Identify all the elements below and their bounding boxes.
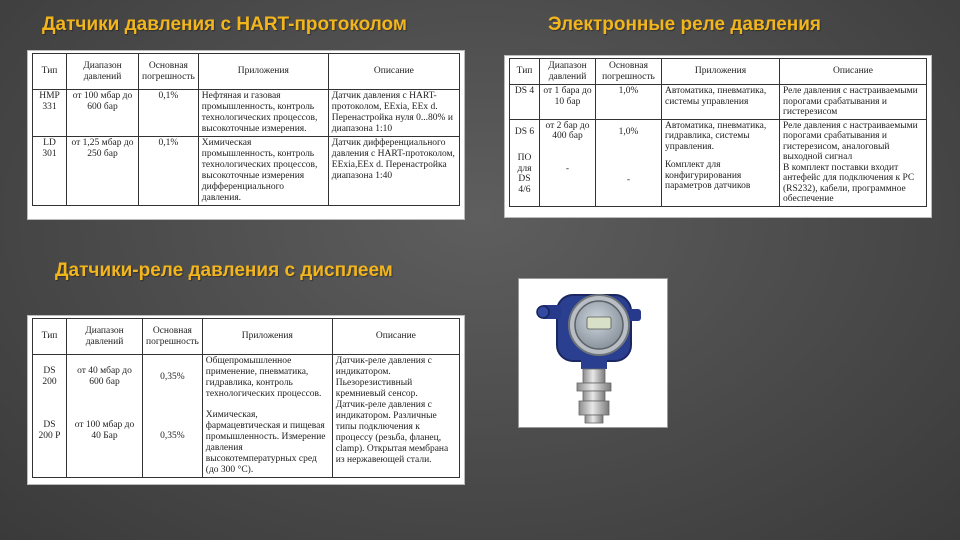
cell-error <box>596 119 662 206</box>
cell-app-main: Автоматика, пневматика, гидравлика, системы управления. <box>665 120 767 152</box>
cell-desc <box>780 119 927 206</box>
heading-electronic-relays: Электронные реле давления <box>548 14 822 35</box>
cell-desc: Реле давления с настраиваемыми порогами срабатывания и гистерезисом <box>780 85 927 120</box>
cell-type: LD 301 <box>33 137 67 206</box>
cell-type: HMP 331 <box>33 90 67 137</box>
col-header-app: Приложения <box>198 54 328 90</box>
display-table-panel <box>27 315 465 485</box>
cell-range-b: от 100 мбар до 40 Бар <box>74 420 135 441</box>
cell-range: от 100 мбар до 600 бар <box>67 90 139 137</box>
cell-desc <box>332 355 459 478</box>
hart-table-panel <box>27 50 465 220</box>
col-header-desc: Описание <box>328 54 459 90</box>
cell-app-sub: Комплект для конфигурирования параметров датчиков <box>665 160 751 191</box>
col-header-error: Основная погрешность <box>596 59 662 85</box>
table-row <box>33 137 460 206</box>
col-header-range: Диапазон давлений <box>540 59 596 85</box>
table-row <box>510 119 927 206</box>
cell-error-main: 1,0% <box>618 126 639 137</box>
pressure-transmitter-image <box>518 278 668 428</box>
cell-desc-a: Датчик-реле давления с индикатором. Пьезорезистивный кремниевый сенсор. <box>335 356 432 399</box>
cell-range-a: от 40 мбар до 600 бар <box>77 366 132 387</box>
cell-type <box>33 355 67 478</box>
cell-type-sub: ПО для DS 4/6 <box>517 153 532 195</box>
cell-app <box>662 119 780 206</box>
cell-range: от 1 бара до 10 бар <box>540 85 596 120</box>
cell-app-b: Химическая, фармацевтическая и пищевая промышленность. Измерение давления высокотемпературных сред (до 300 °С). <box>205 410 326 475</box>
cell-app-a: Общепромышленное применение, пневматика, гидравлика, контроль технологических процессов. <box>205 356 322 399</box>
col-header-range: Диапазон давлений <box>67 319 143 355</box>
cell-type: DS 4 <box>510 85 540 120</box>
cell-error: 1,0% <box>596 85 662 120</box>
cell-type-main: DS 6 <box>514 126 535 137</box>
cell-app: Химическая промышленность, контроль технологических процессов, высокоточные измерения дифференциального давления. <box>198 137 328 206</box>
cell-error-sub: - <box>626 175 631 185</box>
col-header-type: Тип <box>510 59 540 85</box>
pressure-transmitter-icon <box>519 279 667 427</box>
cell-desc: Датчик дифференциального давления с HART-протоколом, EExia,EEx d. Перенастройка диапазона 1:40 <box>328 137 459 206</box>
table-header-row <box>510 59 927 85</box>
cell-desc: Датчик давления с HART-протоколом, EExia, EEx d. Перенастройка нуля 0...80% и диапазона 1:10 <box>328 90 459 137</box>
cell-range <box>67 355 143 478</box>
col-header-type: Тип <box>33 54 67 90</box>
cell-range-main: от 2 бар до 400 бар <box>545 120 590 141</box>
cell-type-a: DS 200 <box>42 366 57 387</box>
heading-hart-sensors: Датчики давления с HART-протоколом <box>42 14 407 35</box>
cell-range-sub: - <box>565 163 570 174</box>
display-spec-table <box>32 318 460 478</box>
cell-desc-b: Датчик-реле давления с индикатором. Различные типы подключения к процессу (резьба, фланец, clamp). Открытая мембрана из нержавеющей стали. <box>335 400 449 465</box>
cell-app: Нефтяная и газовая промышленность, контроль технологических процессов, высокоточные измерения. <box>198 90 328 137</box>
cell-error: 0,1% <box>139 90 199 137</box>
relay-spec-table <box>509 58 927 207</box>
cell-app <box>202 355 332 478</box>
cell-desc-main: Реле давления с настраиваемыми порогами срабатывания и гистерезисом, аналоговый выходной сигнал <box>783 120 918 162</box>
cell-type <box>510 119 540 206</box>
table-row <box>510 85 927 120</box>
cell-range <box>540 119 596 206</box>
col-header-range: Диапазон давлений <box>67 54 139 90</box>
cell-type-b: DS 200 P <box>38 420 61 441</box>
col-header-desc: Описание <box>332 319 459 355</box>
col-header-app: Приложения <box>662 59 780 85</box>
table-header-row <box>33 54 460 90</box>
table-header-row <box>33 319 460 355</box>
cell-desc-sub: В комплект поставки входит антефейс для подключения к PC (RS232), кабели, программное обеспечение <box>783 162 915 204</box>
cell-app: Автоматика, пневматика, системы управления <box>662 85 780 120</box>
table-row <box>33 90 460 137</box>
cell-error: 0,1% <box>139 137 199 206</box>
cell-error-a: 0,35% <box>160 372 185 382</box>
col-header-error: Основная погрешность <box>143 319 203 355</box>
cell-range: от 1,25 мбар до 250 бар <box>67 137 139 206</box>
col-header-type: Тип <box>33 319 67 355</box>
cell-error-b: 0,35% <box>160 431 185 441</box>
cell-error <box>143 355 203 478</box>
col-header-app: Приложения <box>202 319 332 355</box>
col-header-error: Основная погрешность <box>139 54 199 90</box>
col-header-desc: Описание <box>780 59 927 85</box>
heading-display-relays: Датчики-реле давления с дисплеем <box>55 260 393 281</box>
table-row <box>33 355 460 478</box>
relay-table-panel <box>504 55 932 218</box>
hart-spec-table <box>32 53 460 206</box>
